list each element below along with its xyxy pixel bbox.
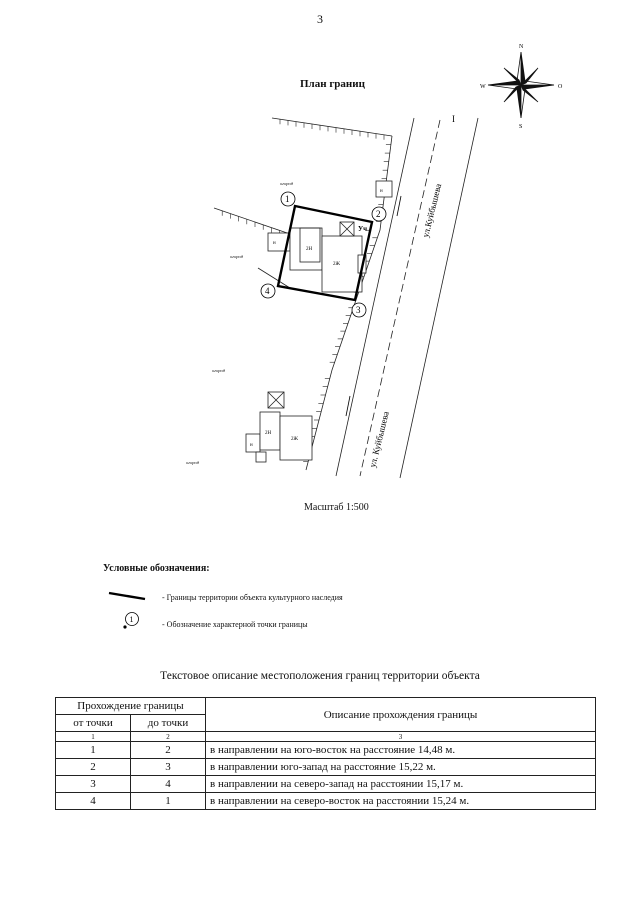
description-title: Текстовое описание местоположения границ территории объекта: [160, 670, 480, 682]
legend-point-icon: [118, 611, 140, 633]
building-ne: [376, 181, 392, 197]
col-number: 1: [56, 732, 131, 742]
building-label-2zh: 2Ж: [333, 262, 340, 267]
cell-to: 4: [131, 776, 206, 793]
legend-boundary-line-icon: [107, 590, 147, 602]
header-desc: Описание прохождения границы: [206, 698, 596, 732]
street-marker: I: [452, 114, 455, 124]
street-label-upper: ул.Куйбышева: [420, 182, 444, 239]
cell-to: 3: [131, 759, 206, 776]
scale-label: Масштаб 1:500: [304, 502, 369, 513]
legend-title: Условные обозначения:: [103, 563, 210, 574]
buildings-main: [268, 222, 366, 292]
cell-to: 2: [131, 742, 206, 759]
legend-point-number: 1: [129, 615, 134, 624]
compass-w: W: [480, 84, 486, 90]
header-group: Прохождение границы: [56, 698, 206, 715]
building-s-label-2zh: 2Ж: [291, 437, 298, 442]
point-3: 3: [356, 305, 361, 315]
building-label-n1: н: [273, 241, 276, 246]
legend-boundary-text: - Границы территории объекта культурного наследия: [162, 593, 343, 602]
buildings-south: [246, 392, 312, 462]
street-label-lower: ул. Куйбышева: [367, 410, 391, 469]
compass-rose-icon: [488, 52, 554, 118]
col-number: 3: [206, 732, 596, 742]
point-2: 2: [376, 209, 381, 219]
table-header-row: [56, 698, 596, 715]
ogorod-label-2: огород: [230, 254, 243, 259]
col-number: 2: [131, 732, 206, 742]
cell-from: 4: [56, 793, 131, 810]
compass-o: O: [558, 84, 563, 90]
ogorod-label-4: огород: [186, 460, 199, 465]
boundary-table: [55, 697, 596, 810]
cell-from: 2: [56, 759, 131, 776]
plot-label: Уч.: [358, 225, 369, 233]
table-row: [56, 742, 596, 759]
table-column-numbers: [56, 732, 596, 742]
point-4: 4: [265, 286, 270, 296]
cell-desc: в направлении на северо-запад на расстоянии 15,17 м.: [206, 776, 596, 793]
cell-to: 1: [131, 793, 206, 810]
ogorod-label-3: огород: [212, 368, 225, 373]
table-row: [56, 759, 596, 776]
compass-n: N: [519, 44, 524, 50]
compass-s: S: [519, 124, 523, 130]
building-s-label-n: н: [250, 443, 253, 448]
cell-from: 3: [56, 776, 131, 793]
cell-from: 1: [56, 742, 131, 759]
table-row: [56, 793, 596, 810]
street-edges: [336, 118, 478, 478]
building-ne-label: н: [380, 189, 383, 194]
ogorod-label-1: огород: [280, 181, 293, 186]
cell-desc: в направлении юго-запад на расстояние 15,22 м.: [206, 759, 596, 776]
building-label-2n: 2Н: [306, 247, 313, 252]
header-from: от точки: [56, 715, 131, 732]
page-number: 3: [317, 12, 323, 26]
building-s-label-2n: 2Н: [265, 431, 272, 436]
header-to: до точки: [131, 715, 206, 732]
cell-desc: в направлении на юго-восток на расстояние 14,48 м.: [206, 742, 596, 759]
legend-point-text: - Обозначение характерной точки границы: [162, 620, 308, 629]
plan-title: План границ: [300, 78, 365, 90]
point-1: 1: [285, 194, 290, 204]
table-row: [56, 776, 596, 793]
cell-desc: в направлении на северо-восток на расстоянии 15,24 м.: [206, 793, 596, 810]
